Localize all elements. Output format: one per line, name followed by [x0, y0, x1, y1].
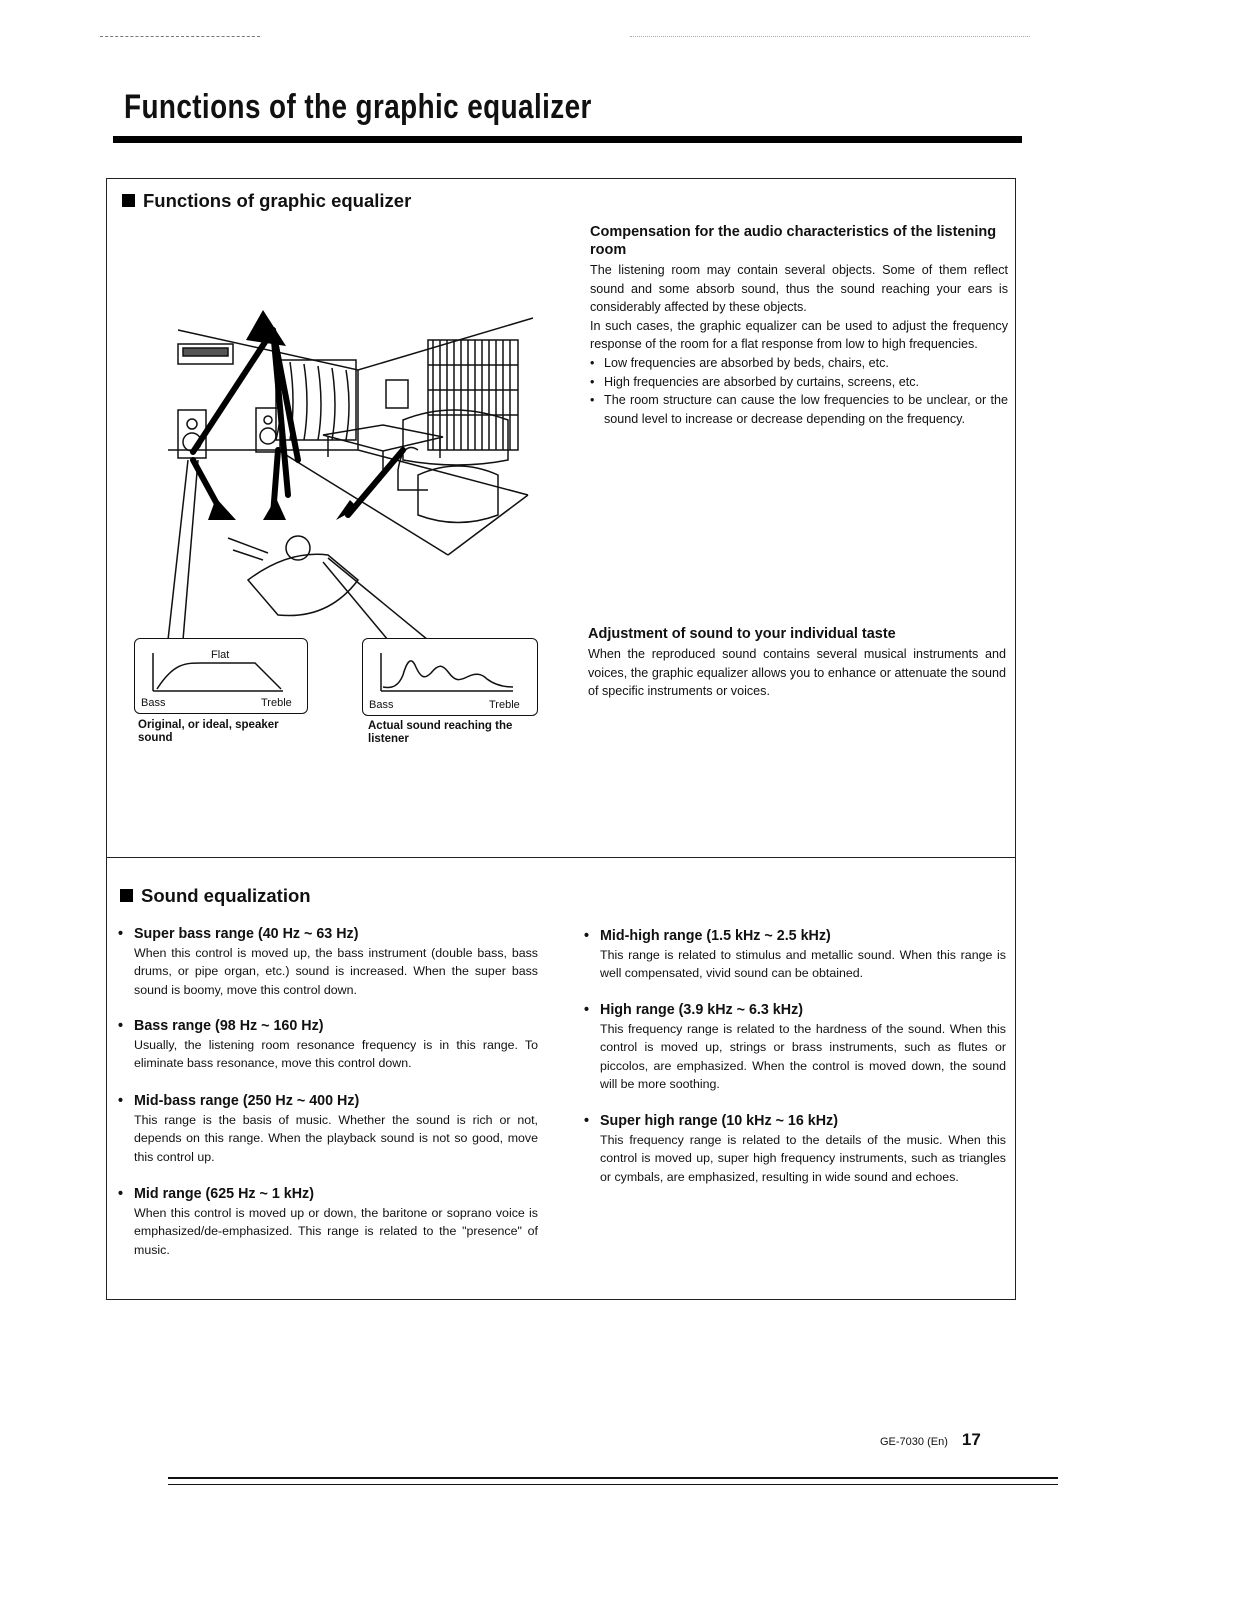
- eq-range-description: This frequency range is related to the details of the music. When this control is moved up, super high frequency instruments, such as triangles or cymbals, are emphasized, resulting in wide sound and echoes.: [600, 1133, 1006, 1184]
- eq-range-title: High range (3.9 kHz ~ 6.3 kHz): [600, 1002, 803, 1018]
- listening-room-illustration: [128, 310, 548, 650]
- eq-range-title: Super high range (10 kHz ~ 16 kHz): [600, 1113, 838, 1129]
- eq-range-item: [584, 926, 1006, 983]
- page-title: Functions of the graphic equalizer: [124, 88, 592, 126]
- sound-equalization-heading: Sound equalization: [120, 885, 311, 907]
- compensation-para-1: The listening room may contain several objects. Some of them reflect sound and some absorb sound, thus the sound reaching your ears is considerably affected by these objects.: [590, 263, 1008, 315]
- bullet-icon: •: [118, 1018, 124, 1034]
- square-bullet-icon: [120, 889, 133, 902]
- flat-response-caption: Original, or ideal, speaker sound: [138, 719, 279, 744]
- eq-range-title: Bass range (98 Hz ~ 160 Hz): [134, 1018, 324, 1034]
- bass-label: Bass: [369, 699, 394, 711]
- treble-label: Treble: [489, 699, 520, 711]
- compensation-heading: Compensation for the audio characteristics of the listening room: [590, 224, 997, 258]
- compensation-bullet: • Low frequencies are absorbed by beds, chairs, etc.: [590, 354, 1008, 373]
- title-rule: [113, 136, 1022, 143]
- actual-response-caption: Actual sound reaching the listener: [368, 720, 513, 745]
- eq-range-item: [118, 1091, 538, 1166]
- section-divider: [106, 857, 1016, 858]
- compensation-bullet: • The room structure can cause the low frequencies to be unclear, or the sound level to increase or decrease depending on the frequency.: [590, 393, 1008, 426]
- bullet-icon: •: [118, 1186, 124, 1202]
- bullet-icon: •: [118, 1093, 124, 1109]
- eq-range-item: [118, 1184, 538, 1259]
- eq-range-item: [118, 1016, 538, 1073]
- eq-range-item: [584, 1000, 1006, 1094]
- bullet-icon: •: [590, 374, 595, 389]
- compensation-para-2: In such cases, the graphic equalizer can be used to adjust the frequency response of the room for a flat response from low to high frequencies.: [590, 318, 1008, 352]
- eq-range-title: Mid range (625 Hz ~ 1 kHz): [134, 1186, 314, 1202]
- eq-range-title: Mid-high range (1.5 kHz ~ 2.5 kHz): [600, 928, 831, 944]
- page-footer: [880, 1430, 981, 1450]
- functions-heading: Functions of graphic equalizer: [122, 190, 411, 212]
- eq-range-item: [584, 1111, 1006, 1186]
- bullet-icon: •: [584, 1002, 590, 1018]
- eq-range-title: Super bass range (40 Hz ~ 63 Hz): [134, 926, 359, 942]
- bass-label: Bass: [141, 697, 166, 709]
- scan-artifact: [630, 36, 1030, 37]
- model-number: GE-7030 (En): [880, 1436, 948, 1448]
- eq-range-item: [118, 924, 538, 999]
- square-bullet-icon: [122, 194, 135, 207]
- adjustment-block: [588, 625, 1006, 701]
- compensation-bullet: • High frequencies are absorbed by curtains, screens, etc.: [590, 373, 1008, 392]
- adjustment-para: When the reproduced sound contains several musical instruments and voices, the graphic equalizer allows you to enhance or attenuate the sound of specific instruments or voices.: [588, 647, 1006, 699]
- flat-response-graph: [134, 638, 308, 714]
- eq-range-description: This range is the basis of music. Whether the sound is rich or not, depends on this range. When the playback sound is not so good, move this control up.: [134, 1113, 538, 1164]
- bullet-icon: •: [590, 355, 595, 370]
- eq-range-title: Mid-bass range (250 Hz ~ 400 Hz): [134, 1093, 360, 1109]
- compensation-block: [590, 223, 1008, 428]
- bottom-rule: [168, 1477, 1058, 1485]
- adjustment-heading: Adjustment of sound to your individual taste: [588, 626, 896, 642]
- scan-artifact: [100, 36, 260, 37]
- treble-label: Treble: [261, 697, 292, 709]
- eq-range-description: When this control is moved up or down, the baritone or soprano voice is emphasized/de-emphasized. This range is related to the "presence" of music.: [134, 1206, 538, 1257]
- bullet-icon: •: [584, 1113, 590, 1129]
- bullet-icon: •: [118, 926, 124, 942]
- eq-range-description: This range is related to stimulus and metallic sound. When this range is well compensated, vivid sound can be obtained.: [600, 948, 1006, 981]
- page-number: 17: [961, 1430, 981, 1449]
- eq-range-description: When this control is moved up, the bass instrument (double bass, bass drums, or pipe organ, etc.) sound is increased. When the super bass sound is boomy, move this control down.: [134, 946, 538, 997]
- eq-range-description: This frequency range is related to the hardness of the sound. When this control is moved up, strings or brass instruments, such as flutes or piccolos, are emphasized. When the control is moved down, the sound will be more soothing.: [600, 1022, 1006, 1092]
- bullet-icon: •: [590, 393, 595, 408]
- actual-response-graph: [362, 638, 538, 716]
- bullet-icon: •: [584, 928, 590, 944]
- flat-label: Flat: [211, 649, 230, 661]
- eq-range-description: Usually, the listening room resonance frequency is in this range. To eliminate bass resonance, move this control down.: [134, 1038, 538, 1071]
